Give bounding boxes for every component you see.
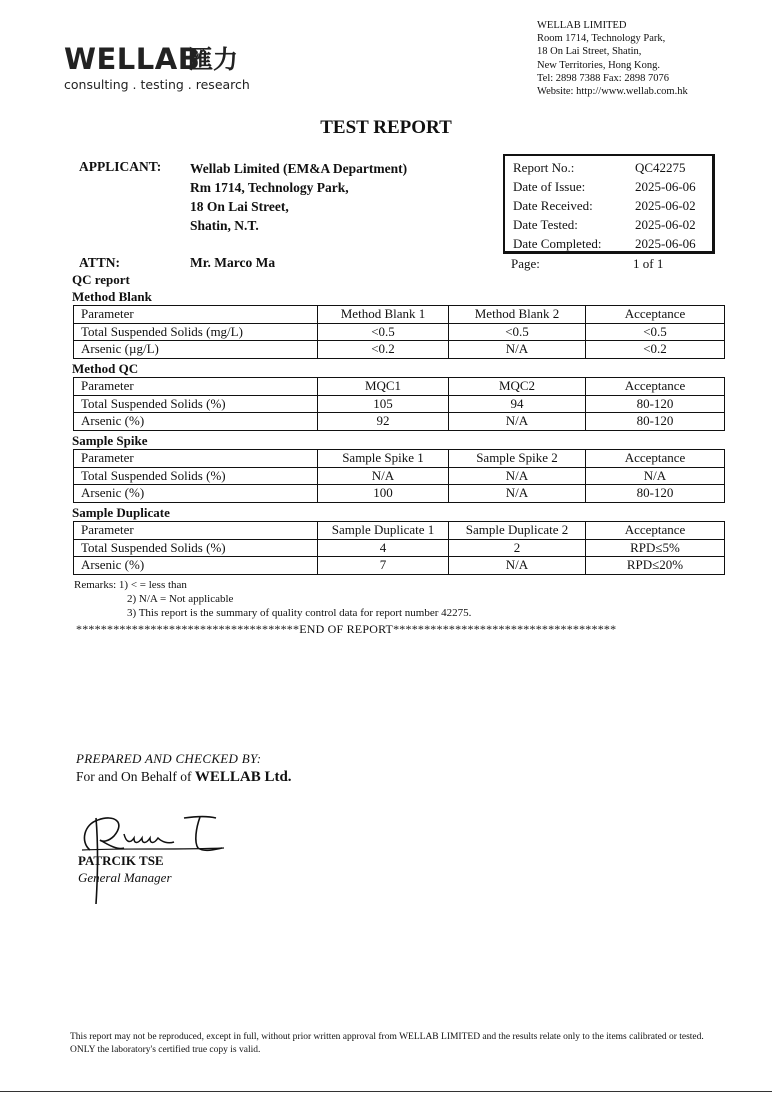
end-of-report-line: ************************************END OF REPORT************************************ [76,622,617,636]
page-value: 1 of 1 [633,256,664,271]
table-cell: 80-120 [586,395,725,413]
applicant-address-line: 18 On Lai Street, [190,199,289,214]
company-address-block [537,19,688,98]
report-info-label: Report No.: [513,160,575,175]
table-cell: 94 [449,395,586,413]
table-row [74,467,725,485]
table-header-cell: Sample Duplicate 1 [318,522,449,540]
table-header-cell: Method Blank 1 [318,306,449,324]
table-cell: N/A [449,341,586,359]
table-cell: Arsenic (%) [74,413,318,431]
on-behalf-prefix: For and On Behalf of [76,769,192,784]
table-header-cell: Acceptance [586,522,725,540]
table-row [74,557,725,575]
table-cell: Total Suspended Solids (%) [74,467,318,485]
table-row [74,539,725,557]
applicant-address-line: Shatin, N.T. [190,218,259,233]
table-cell: RPD≤20% [586,557,725,575]
table-cell: 4 [318,539,449,557]
table-cell: N/A [586,467,725,485]
table-cell: <0.5 [586,323,725,341]
table-cell: 80-120 [586,413,725,431]
table-header-cell: Acceptance [586,450,725,468]
table-cell: N/A [318,467,449,485]
table-header-row [74,306,725,324]
table-cell: Total Suspended Solids (%) [74,395,318,413]
report-info-value: 2025-06-02 [635,217,696,232]
table-cell: Total Suspended Solids (mg/L) [74,323,318,341]
report-info-value: 2025-06-02 [635,198,696,213]
applicant-address-line: Rm 1714, Technology Park, [190,180,349,195]
table-header-cell: Parameter [74,378,318,396]
company-address-line: Room 1714, Technology Park, [537,33,666,45]
report-info-label: Date Received: [513,198,593,213]
table-row [74,341,725,359]
report-title: TEST REPORT [320,117,452,138]
company-name: WELLAB LIMITED [537,20,627,31]
company-tagline: consulting . testing . research [64,77,250,92]
table-header-cell: Sample Spike 2 [449,450,586,468]
company-address-line: New Territories, Hong Kong. [537,59,661,71]
applicant-address [190,159,407,235]
qc-report-label: QC report [72,272,130,287]
applicant-name: Wellab Limited (EM&A Department) [190,161,408,176]
remark-line: 3) This report is the summary of quality control data for report number 42275. [127,607,472,619]
table-cell: 92 [318,413,449,431]
on-behalf-company: WELLAB Ltd. [194,769,292,785]
table-row [74,323,725,341]
section-title-method-blank: Method Blank [72,289,152,304]
table-header-row [74,378,725,396]
table-header-cell: Parameter [74,450,318,468]
table-cell: 105 [318,395,449,413]
table-cell: <0.2 [586,341,725,359]
attn-label: ATTN: [79,255,121,270]
sample-duplicate-table [73,521,725,575]
table-header-row [74,450,725,468]
sample-spike-table [73,449,725,503]
report-info-label: Date Tested: [513,217,578,232]
remarks [74,578,471,620]
table-cell: N/A [449,467,586,485]
table-cell: Arsenic (%) [74,557,318,575]
table-cell: <0.2 [318,341,449,359]
company-address-line: 18 On Lai Street, Shatin, [537,46,642,58]
table-cell: N/A [449,413,586,431]
table-header-cell: MQC2 [449,378,586,396]
company-phone-fax: Tel: 2898 7388 Fax: 2898 7076 [537,72,669,84]
section-title-sample-duplicate: Sample Duplicate [72,505,170,520]
table-cell: Total Suspended Solids (%) [74,539,318,557]
table-header-row [74,522,725,540]
table-header-cell: Sample Spike 1 [318,450,449,468]
table-cell: N/A [449,557,586,575]
report-info-label: Date of Issue: [513,179,586,194]
table-header-cell: Acceptance [586,378,725,396]
table-cell: 80-120 [586,485,725,503]
method-blank-table [73,305,725,359]
table-cell: Arsenic (µg/L) [74,341,318,359]
table-header-cell: Acceptance [586,306,725,324]
table-cell: 2 [449,539,586,557]
footer-disclaimer: This report may not be reproduced, except in full, without prior written approval from WELLAB LIMITED and the results relate only to the items calibrated or tested. ONLY the laboratory's certified true copy is valid. [70,1032,704,1055]
table-cell: Arsenic (%) [74,485,318,503]
remark-line: 2) N/A = Not applicable [127,593,234,605]
table-cell: 7 [318,557,449,575]
table-row [74,395,725,413]
table-cell: <0.5 [318,323,449,341]
section-title-method-qc: Method QC [72,361,139,376]
section-title-sample-spike: Sample Spike [72,433,148,448]
report-info-label: Date Completed: [513,236,602,251]
method-qc-table [73,377,725,431]
table-header-cell: Sample Duplicate 2 [449,522,586,540]
page-bottom-rule [0,1091,772,1092]
report-info-box [503,154,715,254]
signer-title: General Manager [78,870,172,885]
company-logo-chinese: 匯力 [188,45,239,74]
remark-line: Remarks: 1) < = less than [74,579,187,591]
table-cell: N/A [449,485,586,503]
report-info-value: 2025-06-06 [635,236,696,251]
on-behalf-line [76,769,292,786]
table-cell: RPD≤5% [586,539,725,557]
table-header-cell: Parameter [74,306,318,324]
page-label: Page: [511,256,540,271]
report-info-value: QC42275 [635,160,686,175]
applicant-label: APPLICANT: [79,159,162,174]
table-row [74,485,725,503]
table-header-cell: MQC1 [318,378,449,396]
table-row [74,413,725,431]
company-website: Website: http://www.wellab.com.hk [537,86,688,98]
table-header-cell: Parameter [74,522,318,540]
company-logo: WELLAB [64,42,201,76]
prepared-by-label: PREPARED AND CHECKED BY: [76,751,262,766]
table-cell: 100 [318,485,449,503]
signer-name: PATRCIK TSE [78,853,164,868]
table-header-cell: Method Blank 2 [449,306,586,324]
report-info-value: 2025-06-06 [635,179,696,194]
table-cell: <0.5 [449,323,586,341]
attn-value: Mr. Marco Ma [190,255,276,270]
